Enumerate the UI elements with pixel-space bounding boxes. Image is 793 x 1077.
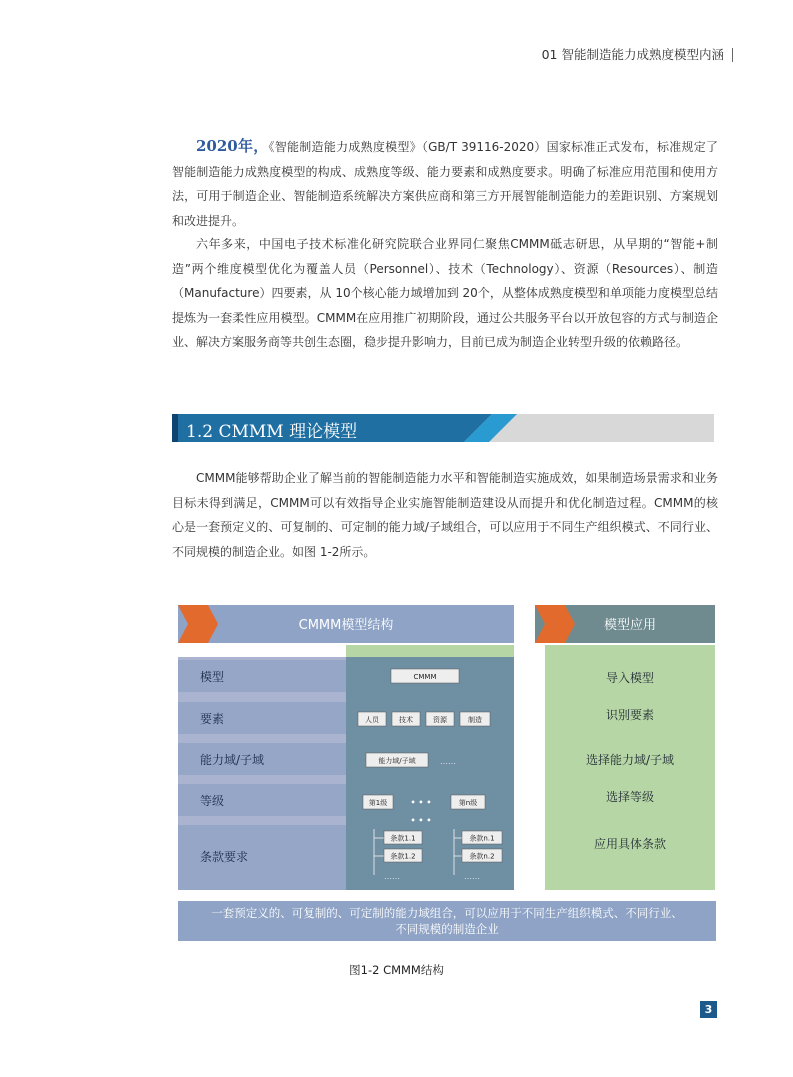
level-first: 第1级 — [368, 799, 388, 807]
figure-footer-line-2: 不同规模的制造企业 — [395, 922, 499, 936]
clauses-left-more: …… — [384, 872, 400, 881]
row-label-model: 模型 — [200, 670, 225, 684]
clause-1-1: 条款1.1 — [390, 834, 416, 843]
paragraph-2 — [172, 232, 718, 355]
element-manufacture: 制造 — [468, 716, 482, 724]
clause-1-2: 条款1.2 — [390, 852, 416, 861]
green-strip-top — [346, 645, 514, 657]
clause-n-1: 条款n.1 — [469, 834, 495, 843]
row-label-levels: 等级 — [200, 794, 225, 808]
cmmm-structure-figure — [178, 605, 716, 941]
domain-box-label: 能力域/子域 — [378, 757, 416, 765]
page-number: 3 — [700, 1001, 717, 1018]
year-highlight: 2020年， — [196, 137, 269, 155]
running-header: 01 智能制造能力成熟度模型内涵 — [542, 48, 733, 62]
app-select-domain: 选择能力域/子域 — [585, 753, 675, 767]
app-apply-clauses: 应用具体条款 — [593, 837, 667, 851]
row-label-clauses: 条款要求 — [200, 850, 249, 864]
row-label-elements: 要素 — [200, 712, 225, 726]
app-select-level: 选择等级 — [605, 790, 655, 804]
element-personnel: 人员 — [365, 716, 379, 724]
paragraph-3-text: CMMM能够帮助企业了解当前的智能制造能力水平和智能制造实施成效，如果制造场景需求和业务目标未得到满足，CMMM可以有效指导企业实施智能制造建设从而提升和优化制造过程。CMMM的核心是一套预定义的、可复制的、可定制的能力域/子域组合，可以应用于不同生产组织模式、不同行业、不同规模的制造企业。如图 1-2所示。 — [172, 471, 718, 559]
level-last: 第n级 — [458, 799, 478, 807]
element-resources: 资源 — [433, 716, 447, 724]
app-identify-elements: 识别要素 — [605, 708, 655, 722]
row-label-domains: 能力域/子域 — [200, 753, 265, 767]
clause-n-2: 条款n.2 — [469, 852, 495, 861]
figure-caption: 图1-2 CMMM结构 — [349, 963, 444, 977]
section-heading-bar — [172, 414, 714, 442]
paragraph-1-text: 《智能制造能力成熟度模型》（GB/T 39116-2020）国家标准正式发布，标准规定了智能制造能力成熟度模型的构成、成熟度等级、能力要素和成熟度要求。明确了标准应用范围和使用方法，可用于制造企业、智能制造系统解决方案供应商和第三方开展智能制造能力的差距识别、方案规划和改进提升。 — [172, 140, 719, 228]
section-title: 1.2 CMMM 理论模型 — [186, 422, 358, 442]
element-technology: 技术 — [399, 716, 413, 724]
left-header-title: CMMM模型结构 — [298, 618, 394, 633]
model-box-label: CMMM — [413, 673, 437, 681]
paragraph-3 — [172, 466, 718, 564]
right-header-title: 模型应用 — [603, 618, 657, 633]
level-dots: • • • — [410, 798, 432, 807]
figure-footer-line-1: 一套预定义的、可复制的、可定制的能力域组合，可以应用于不同生产组织模式、不同行业、 — [211, 906, 683, 920]
clauses-right-more: …… — [464, 872, 480, 881]
level-dots-below: • • • — [410, 816, 432, 825]
cmmm-structure-diagram — [178, 605, 716, 941]
paragraph-2-text: 六年多来，中国电子技术标准化研究院联合业界同仁聚焦CMMM砥志研思，从早期的“智能+制造”两个维度模型优化为覆盖人员（Personnel）、技术（Technology）、资源（Resources）、制造（Manufacture）四要素，从 10个核心能力域增加到 20个，从整体成熟度模型和单项能力度模型总结提炼为一套柔性应用模型。CMMM在应用推广初期阶段，通过公共服务平台以开放包容的方式与制造企业、解决方案服务商等共创生态圈，稳步提升影响力，目前已成为制造企业转型升级的依赖路径。 — [172, 237, 718, 350]
section-heading-edge — [172, 414, 178, 442]
app-import-model: 导入模型 — [605, 671, 655, 685]
paragraph-1 — [172, 134, 718, 233]
domain-more: …… — [440, 757, 456, 766]
